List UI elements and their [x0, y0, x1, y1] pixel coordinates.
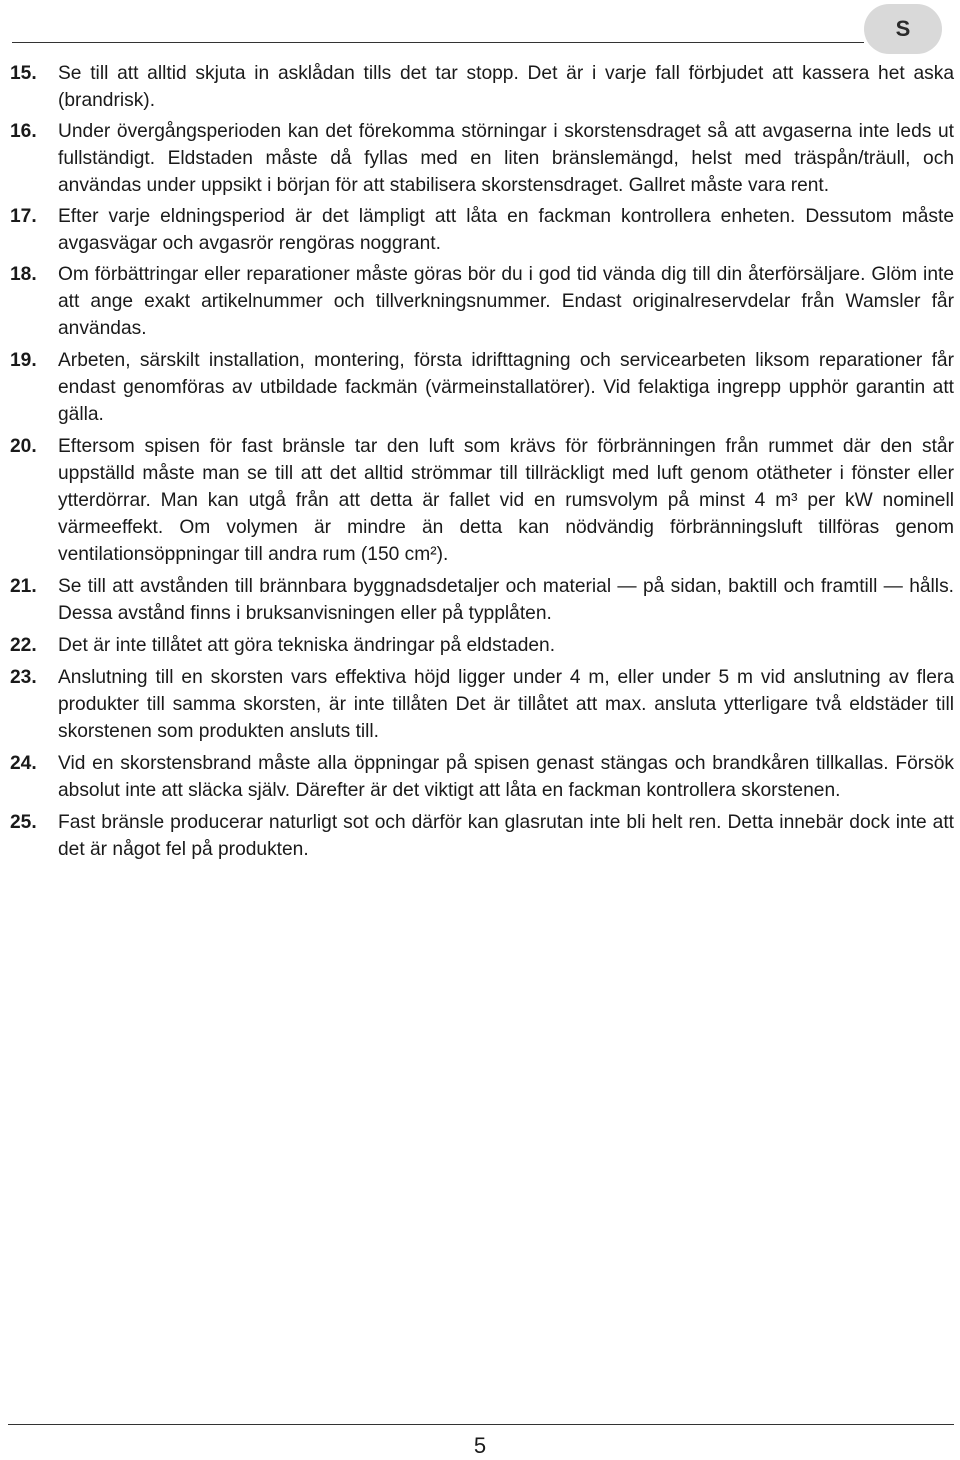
item-number: 15.	[10, 63, 37, 84]
item-number: 23.	[10, 667, 37, 688]
list-item	[8, 433, 954, 568]
item-text: Om förbättringar eller reparationer måste göras bör du i god tid vända dig till din återförsäljare. Glöm inte att ange exakt artikelnummer och tillverkningsnummer. Endast originalreservdelar från Wamsler får användas.	[58, 264, 954, 339]
item-number: 25.	[10, 812, 37, 833]
item-number: 18.	[10, 264, 37, 285]
header-rule	[12, 42, 864, 43]
item-text: Se till att alltid skjuta in asklådan tills det tar stopp. Det är i varje fall förbjudet att kassera het aska (brandrisk).	[58, 63, 954, 111]
list-item	[8, 203, 954, 257]
instruction-list	[8, 60, 954, 863]
list-item	[8, 261, 954, 342]
item-number: 22.	[10, 635, 37, 656]
item-number: 17.	[10, 206, 37, 227]
page-number: 5	[473, 1433, 487, 1458]
footer-rule	[8, 1424, 954, 1425]
list-item	[8, 118, 954, 199]
item-text: Anslutning till en skorsten vars effektiva höjd ligger under 4 m, eller under 5 m vid anslutning av flera produkter till samma skorsten, är inte tillåten Det är tillåtet att max. ansluta ytterligare två eldstäder till skorstenen som produkten ansluts till.	[58, 667, 954, 742]
list-item	[8, 664, 954, 745]
item-text: Efter varje eldningsperiod är det lämpligt att låta en fackman kontrollera enheten. Dessutom måste avgasvägar och avgasrör rengöras noggrant.	[58, 206, 954, 254]
item-text: Vid en skorstensbrand måste alla öppningar på spisen genast stängas och brandkåren tillkallas. Försök absolut inte att släcka själv. Därefter är det viktigt att låta en fackman kontrollera skorstenen.	[58, 753, 954, 801]
item-number: 20.	[10, 436, 37, 457]
list-item	[8, 60, 954, 114]
item-text: Under övergångsperioden kan det förekomma störningar i skorstensdraget så att avgaserna inte leds ut fullständigt. Eldstaden måste då fyllas med en liten bränslemängd, helst med träspån/träull, och användas under uppsikt i början för att stabilisera skorstensdraget. Gallret måste vara rent.	[58, 121, 954, 196]
item-number: 19.	[10, 350, 37, 371]
item-text: Fast bränsle producerar naturligt sot och därför kan glasrutan inte bli helt ren. Detta innebär dock inte att det är något fel på produkten.	[58, 812, 954, 860]
item-text: Se till att avstånden till brännbara byggnadsdetaljer och material — på sidan, baktill och framtill — hålls. Dessa avstånd finns i bruksanvisningen eller på typplåten.	[58, 576, 954, 624]
item-number: 21.	[10, 576, 37, 597]
item-text: Eftersom spisen för fast bränsle tar den luft som krävs för förbränningen från rummet där den står uppställd måste man se till att det alltid strömmar till tillräckligt med luft genom otätheter i fönster eller ytterdörrar. Man kan utgå från att detta är fallet vid en rumsvolym på minst 4 m³ per kW nominell värmeeffekt. Om volymen är mindre än detta kan nödvändig förbränningsluft tillföras genom ventilationsöppningar till andra rum (150 cm²).	[58, 436, 954, 565]
item-text: Det är inte tillåtet att göra tekniska ändringar på eldstaden.	[58, 635, 556, 656]
list-item	[8, 750, 954, 804]
list-item	[8, 573, 954, 627]
item-number: 24.	[10, 753, 37, 774]
item-text: Arbeten, särskilt installation, montering, första idrifttagning och servicearbeten liksom reparationer får endast genomföras av utbildade fackmän (värmeinstallatörer). Vid felaktiga ingrepp upphör garantin att gälla.	[58, 350, 954, 425]
item-number: 16.	[10, 121, 37, 142]
list-item	[8, 809, 954, 863]
list-item	[8, 632, 954, 659]
list-item	[8, 347, 954, 428]
language-badge: S	[864, 4, 942, 54]
